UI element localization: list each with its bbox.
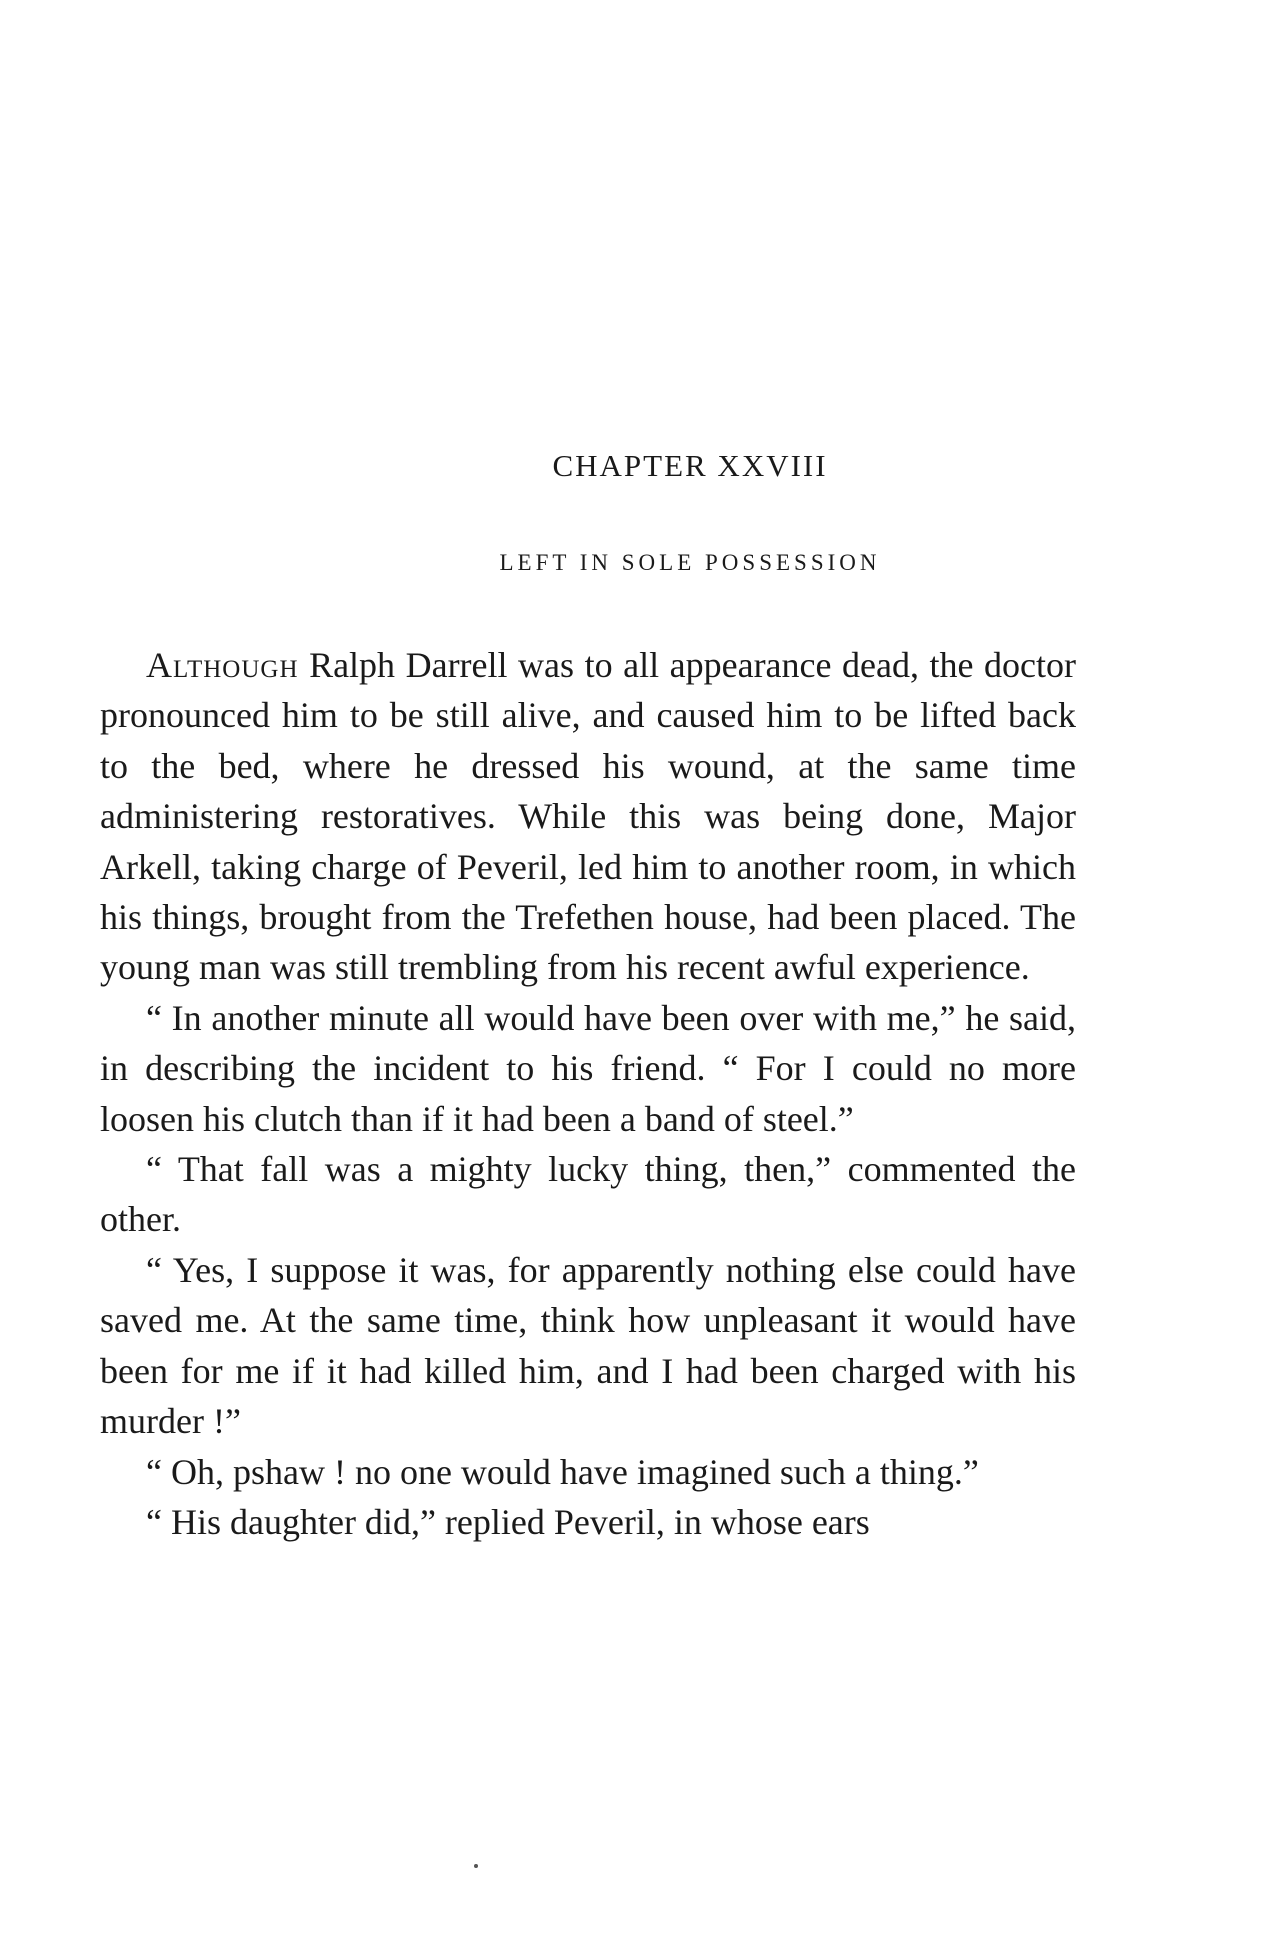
- chapter-subtitle: LEFT IN SOLE POSSESSION: [499, 550, 881, 575]
- paragraph: “ That fall was a mighty lucky thing, then,” commented the other.: [100, 1149, 1076, 1240]
- paragraph: “ In another minute all would have been over with me,” he said, in describing the incident to his friend. “ For I could no more loosen his clutch than if it had been a band of steel.”: [100, 997, 1076, 1139]
- paragraph: “ His daughter did,” replied Peveril, in whose ears: [146, 1501, 870, 1542]
- paragraph: “ Oh, pshaw ! no one would have imagined such a thing.”: [146, 1451, 979, 1492]
- paragraph-lead-word: Although: [146, 645, 299, 685]
- paragraph-text: Ralph Darrell was to all appearance dead, the doctor pronounced him to be still alive, and caused him to be lifted back to the bed, where he dressed his wound, at the same time administering restoratives. While this was being done, Major Arkell, taking charge of Peveril, led him to another room, in which his things, brought from the Trefethen house, had been placed. The young man was still trembling from his recent awful experience.: [100, 645, 1076, 988]
- page-speck: [474, 1864, 478, 1868]
- page-body: [100, 640, 1076, 1547]
- paragraph: [100, 640, 1076, 993]
- chapter-title: CHAPTER XXVIII: [552, 448, 828, 483]
- paragraph: “ Yes, I suppose it was, for apparently nothing else could have saved me. At the same time, think how unpleasant it would have been for me if it had killed him, and I had been charged with his murder !”: [100, 1249, 1076, 1442]
